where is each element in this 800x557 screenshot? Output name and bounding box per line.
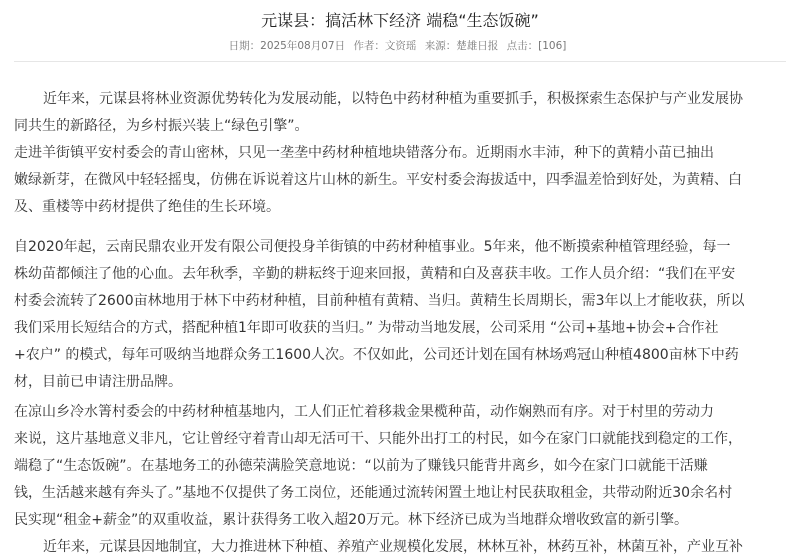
body-line: 株幼苗都倾注了他的心血。去年秋季，辛勤的耕耘终于迎来回报，黄精和白及喜获丰收。工作人员介绍：“我们在平安 — [14, 266, 736, 282]
body-line: +农户” 的模式，每年可吸纳当地群众务工1600人次。不仅如此，公司还计划在国有林场鸡冠山种植4800亩林下中药 — [14, 347, 739, 363]
body-line: 材，目前已申请注册品牌。 — [14, 374, 182, 390]
body-line: 嫩绿新芽，在微风中轻轻摇曳，仿佛在诉说着这片山林的新生。平安村委会海拔适中，四季温差恰到好处，为黄精、白 — [14, 172, 742, 188]
body-line: 走进羊街镇平安村委会的青山密林，只见一垄垄中药材种植地块错落分布。近期雨水丰沛，种下的黄精小苗已抽出 — [14, 145, 714, 161]
author: 作者：文资瑶 — [353, 40, 417, 52]
body-line: 端稳了“生态饭碗”。在基地务工的孙德荣满脸笑意地说：“以前为了赚钱只能背井离乡，如今在家门口就能干活赚 — [14, 458, 708, 474]
body-line: 我们采用长短结合的方式，搭配种植1年即可收获的当归。” 为带动当地发展，公司采用 “公司+基地+协会+合作社 — [14, 320, 719, 336]
body-line: 及、重楼等中药材提供了绝佳的生长环境。 — [14, 199, 280, 215]
publish-date: 日期：2025年08月07日 — [228, 40, 346, 52]
body-line: 来说，这片基地意义非凡，它让曾经守着青山却无活可干、只能外出打工的村民，如今在家门口就能找到稳定的工作， — [14, 431, 742, 447]
body-line: 在凉山乡冷水箐村委会的中药材种植基地内，工人们正忙着移栽金果榄种苗，动作娴熟而有序。对于村里的劳动力 — [14, 404, 714, 420]
article-title: 元谋县：搞活林下经济 端稳“生态饭碗” — [261, 11, 539, 30]
source: 来源：楚雄日报 — [424, 40, 499, 52]
click-count: 点击：[106] — [506, 40, 567, 52]
body-line: 近年来，元谋县因地制宜，大力推进林下种植、养殖产业规模化发展，林林互补，林药互补，林菌互补，产业互补 — [43, 539, 743, 555]
body-line: 村委会流转了2600亩林地用于林下中药材种植，目前种植有黄精、当归。黄精生长周期长，需3年以上才能收获，所以 — [14, 293, 745, 309]
body-line: 钱，生活越来越有奔头了。”基地不仅提供了务工岗位，还能通过流转闲置土地让村民获取租金，共带动附近30余名村 — [14, 485, 733, 501]
body-line: 近年来，元谋县将林业资源优势转化为发展动能，以特色中药材种植为重要抓手，积极探索生态保护与产业发展协 — [43, 91, 743, 107]
body-line: 自2020年起，云南民鼎农业开发有限公司便投身羊街镇的中药材种植事业。5年来，他不断摸索种植管理经验，每一 — [14, 239, 731, 255]
body-line: 民实现“租金+薪金”的双重收益，累计获得务工收入超20万元。林下经济已成为当地群众增收致富的新引擎。 — [14, 512, 689, 528]
body-line: 同共生的新路径，为乡村振兴装上“绿色引擎”。 — [14, 118, 309, 134]
